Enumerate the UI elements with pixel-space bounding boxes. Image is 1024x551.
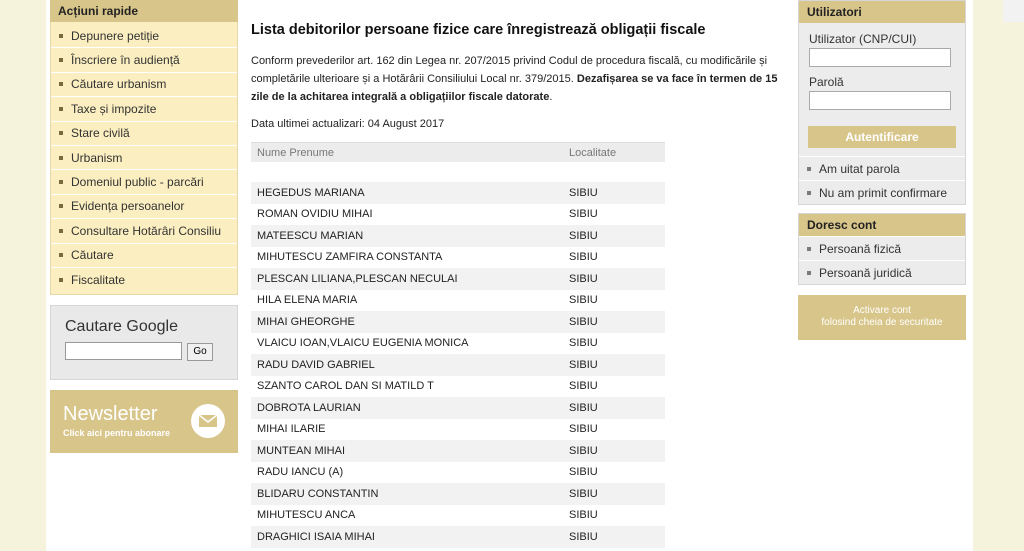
cell-name: PLESCAN LILIANA,PLESCAN NECULAI bbox=[251, 268, 563, 290]
cell-name: HEGEDUS MARIANA bbox=[251, 182, 563, 204]
cell-locality: SIBIU bbox=[569, 380, 598, 393]
bullet-icon bbox=[59, 58, 63, 62]
quick-actions-list bbox=[50, 22, 238, 295]
bullet-icon bbox=[59, 34, 63, 38]
quick-action-item[interactable] bbox=[51, 244, 237, 268]
cell-locality: SIBIU bbox=[563, 225, 665, 247]
table-row bbox=[251, 462, 791, 484]
quick-action-item[interactable] bbox=[51, 122, 237, 146]
intro-text: Conform prevederilor art. 162 din Legea nr. 207/2015 privind Codul de procedura fiscală, cu modificările și completările ulterioare și a Hotărârii Consiliului Local nr. 379/2015. bbox=[251, 55, 768, 85]
side-link-label: Persoană fizică bbox=[819, 241, 902, 256]
last-updated: Data ultimei actualizari: 04 August 2017 bbox=[251, 118, 445, 130]
bullet-icon bbox=[807, 271, 811, 275]
main-content bbox=[251, 0, 791, 548]
bullet-icon bbox=[59, 253, 63, 257]
table-row bbox=[251, 268, 791, 290]
side-link-label: Am uitat parola bbox=[819, 161, 900, 176]
cell-locality: SIBIU bbox=[569, 423, 598, 436]
cell-locality: SIBIU bbox=[563, 440, 665, 462]
account-request-links bbox=[799, 236, 965, 284]
debtors-table bbox=[251, 142, 791, 548]
side-link[interactable] bbox=[799, 156, 965, 180]
table-row bbox=[251, 247, 791, 269]
cell-name: SZANTO CAROL DAN SI MATILD T bbox=[257, 380, 434, 393]
bullet-icon bbox=[59, 180, 63, 184]
sum-row bbox=[251, 162, 791, 182]
intro-paragraph bbox=[251, 52, 791, 106]
table-row bbox=[251, 397, 791, 419]
right-column bbox=[798, 0, 966, 340]
cell-name: MIHAI GHEORGHE bbox=[251, 311, 563, 333]
google-go-button[interactable]: Go bbox=[187, 343, 212, 361]
bullet-icon bbox=[59, 204, 63, 208]
table-row bbox=[251, 526, 791, 548]
cell-amount bbox=[1003, 0, 1024, 22]
table-row bbox=[251, 440, 791, 462]
cell-name: DOBROTA LAURIAN bbox=[251, 397, 563, 419]
quick-action-label: Taxe și impozite bbox=[71, 101, 157, 116]
cell-locality: SIBIU bbox=[569, 466, 598, 479]
side-link-label: Persoană juridică bbox=[819, 265, 912, 280]
quick-action-item[interactable] bbox=[51, 268, 237, 291]
cell-name: ROMAN OVIDIU MIHAI bbox=[257, 208, 373, 221]
cell-locality: SIBIU bbox=[563, 397, 665, 419]
account-request-title: Doresc cont bbox=[799, 214, 965, 236]
quick-action-label: Domeniul public - parcări bbox=[71, 175, 204, 190]
bullet-icon bbox=[807, 167, 811, 171]
quick-action-label: Fiscalitate bbox=[71, 272, 126, 287]
side-link-label: Nu am primit confirmare bbox=[819, 185, 948, 200]
password-label: Parolă bbox=[809, 75, 844, 89]
quick-action-label: Depunere petiție bbox=[71, 28, 160, 43]
cell-name: RADU DAVID GABRIEL bbox=[251, 354, 563, 376]
quick-action-item[interactable] bbox=[51, 48, 237, 72]
cell-name: HILA ELENA MARIA bbox=[257, 294, 358, 307]
cell-locality: SIBIU bbox=[563, 268, 665, 290]
cell-locality: SIBIU bbox=[569, 208, 598, 221]
quick-action-item[interactable] bbox=[51, 195, 237, 219]
username-label: Utilizator (CNP/CUI) bbox=[809, 32, 917, 46]
username-input[interactable] bbox=[809, 48, 951, 67]
bullet-icon bbox=[59, 278, 63, 282]
quick-action-label: Căutare urbanism bbox=[71, 77, 167, 92]
cell-locality: SIBIU bbox=[563, 526, 665, 548]
google-search-input[interactable] bbox=[65, 342, 182, 360]
cell-name: MIHUTESCU ANCA bbox=[257, 509, 356, 522]
cell-locality: SIBIU bbox=[563, 311, 665, 333]
quick-actions-title: Acțiuni rapide bbox=[50, 0, 238, 22]
newsletter-title: Newsletter bbox=[63, 403, 158, 426]
activate-line1: Activare cont bbox=[853, 305, 911, 316]
login-links bbox=[799, 156, 965, 204]
column-header-name: Nume Prenume bbox=[251, 143, 563, 163]
quick-action-label: Căutare bbox=[71, 248, 114, 263]
cell-name: MATEESCU MARIAN bbox=[251, 225, 563, 247]
side-link[interactable] bbox=[799, 236, 965, 260]
side-link[interactable] bbox=[799, 180, 965, 204]
password-input[interactable] bbox=[809, 91, 951, 110]
cell-locality: SIBIU bbox=[563, 182, 665, 204]
login-button[interactable]: Autentificare bbox=[808, 126, 956, 148]
bullet-icon bbox=[807, 191, 811, 195]
quick-action-item[interactable] bbox=[51, 146, 237, 170]
column-header-locality: Localitate bbox=[563, 143, 665, 163]
cell-locality: SIBIU bbox=[563, 483, 665, 505]
page bbox=[46, 0, 973, 551]
bullet-icon bbox=[59, 156, 63, 160]
quick-action-label: Urbanism bbox=[71, 150, 123, 165]
login-title: Utilizatori bbox=[799, 1, 965, 23]
quick-action-item[interactable] bbox=[51, 170, 237, 194]
cell-name: MUNTEAN MIHAI bbox=[251, 440, 563, 462]
table-row bbox=[251, 311, 791, 333]
quick-action-label: Stare civilă bbox=[71, 126, 130, 141]
cell-locality: SIBIU bbox=[569, 251, 598, 264]
table-row bbox=[251, 419, 791, 441]
table-row bbox=[251, 225, 791, 247]
cell-name: VLAICU IOAN,VLAICU EUGENIA MONICA bbox=[257, 337, 469, 350]
google-search-title: Cautare Google bbox=[65, 318, 178, 336]
table-row bbox=[251, 376, 791, 398]
newsletter-banner[interactable] bbox=[50, 390, 238, 453]
table-row bbox=[251, 182, 791, 204]
quick-action-item[interactable] bbox=[51, 24, 237, 48]
activate-account-button[interactable] bbox=[798, 295, 966, 340]
table-row bbox=[251, 290, 791, 312]
cell-locality: SIBIU bbox=[569, 294, 598, 307]
intro-bold-text: Dezafișarea se va face în termen de 15 zile de la achitarea integrală a obligațiilor fiscale datorate bbox=[251, 73, 778, 103]
intro-end: . bbox=[549, 91, 553, 103]
bullet-icon bbox=[59, 82, 63, 86]
cell-name: MIHAI ILARIE bbox=[257, 423, 326, 436]
quick-action-label: Evidența persoanelor bbox=[71, 199, 185, 214]
cell-name: RADU IANCU (A) bbox=[257, 466, 344, 479]
quick-action-item[interactable] bbox=[51, 219, 237, 243]
left-column bbox=[50, 0, 238, 453]
bullet-icon bbox=[807, 247, 811, 251]
quick-action-label: Înscriere în audiență bbox=[71, 53, 180, 68]
table-row bbox=[251, 354, 791, 376]
table-header-row bbox=[251, 143, 791, 163]
cell-name: BLIDARU CONSTANTIN bbox=[251, 483, 563, 505]
cell-name: MIHUTESCU ZAMFIRA CONSTANTA bbox=[257, 251, 443, 264]
bullet-icon bbox=[59, 107, 63, 111]
newsletter-subtitle: Click aici pentru abonare bbox=[63, 428, 171, 439]
quick-action-item[interactable] bbox=[51, 97, 237, 121]
google-search-box bbox=[50, 305, 238, 380]
table-row bbox=[251, 333, 791, 355]
cell-locality: SIBIU bbox=[569, 509, 598, 522]
cell-locality: SIBIU bbox=[563, 354, 665, 376]
bullet-icon bbox=[59, 131, 63, 135]
cell-name: DRAGHICI ISAIA MIHAI bbox=[251, 526, 563, 548]
account-request-box bbox=[798, 213, 966, 285]
table-row bbox=[251, 483, 791, 505]
login-box bbox=[798, 0, 966, 205]
table-row bbox=[251, 204, 791, 226]
table-row bbox=[251, 505, 791, 527]
quick-action-item[interactable] bbox=[51, 73, 237, 97]
side-link[interactable] bbox=[799, 260, 965, 284]
table-body bbox=[251, 162, 791, 548]
page-title: Lista debitorilor persoane fizice care înregistrează obligații fiscale bbox=[251, 22, 706, 38]
bullet-icon bbox=[59, 229, 63, 233]
cell-locality: SIBIU bbox=[569, 337, 598, 350]
quick-action-label: Consultare Hotărâri Consiliu bbox=[71, 223, 222, 238]
activate-line2: folosind cheia de securitate bbox=[821, 317, 943, 328]
